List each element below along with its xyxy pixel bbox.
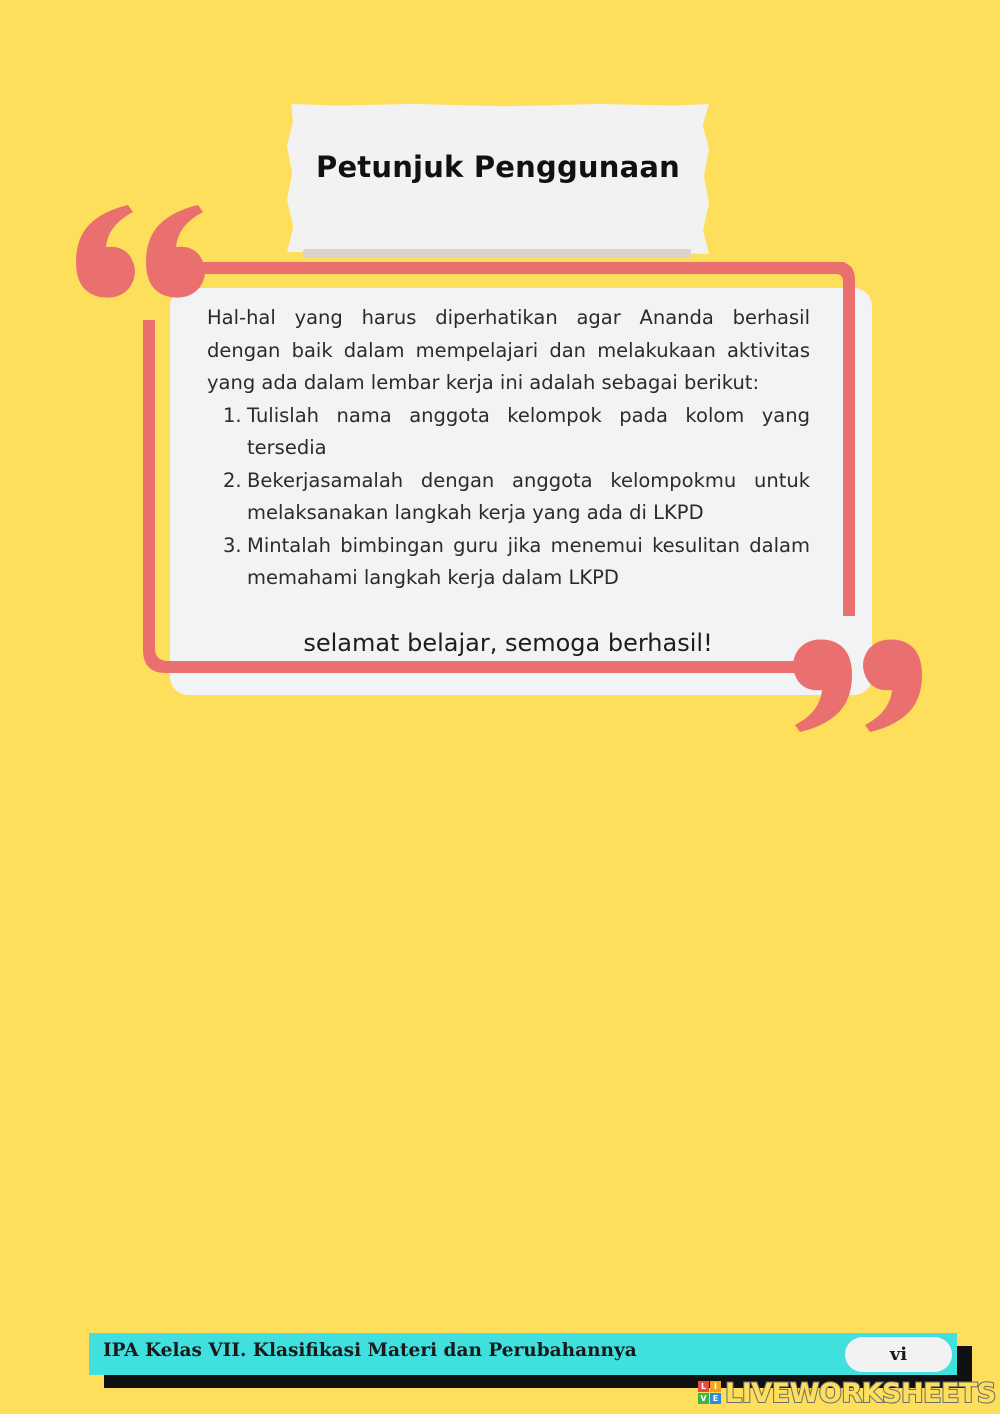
frame-right-line	[836, 262, 855, 616]
step-text: Tulislah nama anggota kelompok pada kolom yang tersedia	[247, 403, 810, 459]
page-number: vi	[845, 1337, 952, 1372]
instructions-content	[207, 302, 810, 595]
steps-list	[207, 400, 810, 595]
logo-letter: L	[698, 1381, 709, 1392]
list-item	[207, 400, 810, 465]
logo-letter: V	[698, 1393, 709, 1404]
step-number: 1.	[223, 403, 242, 427]
page-title: Petunjuk Penggunaan	[315, 150, 680, 184]
step-text: Mintalah bimbingan guru jika menemui kesulitan dalam memahami langkah kerja dalam LKPD	[247, 533, 810, 589]
footer-title: IPA Kelas VII. Klasifikasi Materi dan Perubahannya	[103, 1340, 637, 1361]
closing-message: selamat belajar, semoga berhasil!	[303, 629, 713, 657]
intro-paragraph: Hal-hal yang harus diperhatikan agar Ananda berhasil dengan baik dalam mempelajari dan melakukaan aktivitas yang ada dalam lembar kerja ini adalah sebagai berikut:	[207, 306, 810, 394]
step-number: 2.	[223, 468, 242, 492]
list-item	[207, 530, 810, 595]
frame-top-line	[195, 262, 845, 274]
liveworksheets-logo-icon	[698, 1381, 722, 1405]
list-item	[207, 465, 810, 530]
logo-letter: I	[710, 1381, 721, 1392]
step-text: Bekerjasamalah dengan anggota kelompokmu untuk melaksanakan langkah kerja yang ada di LKPD	[247, 468, 810, 524]
watermark-text: LIVEWORKSHEETS	[725, 1378, 996, 1409]
open-quote-icon	[76, 205, 205, 298]
logo-letter: E	[710, 1393, 721, 1404]
step-number: 3.	[223, 533, 242, 557]
